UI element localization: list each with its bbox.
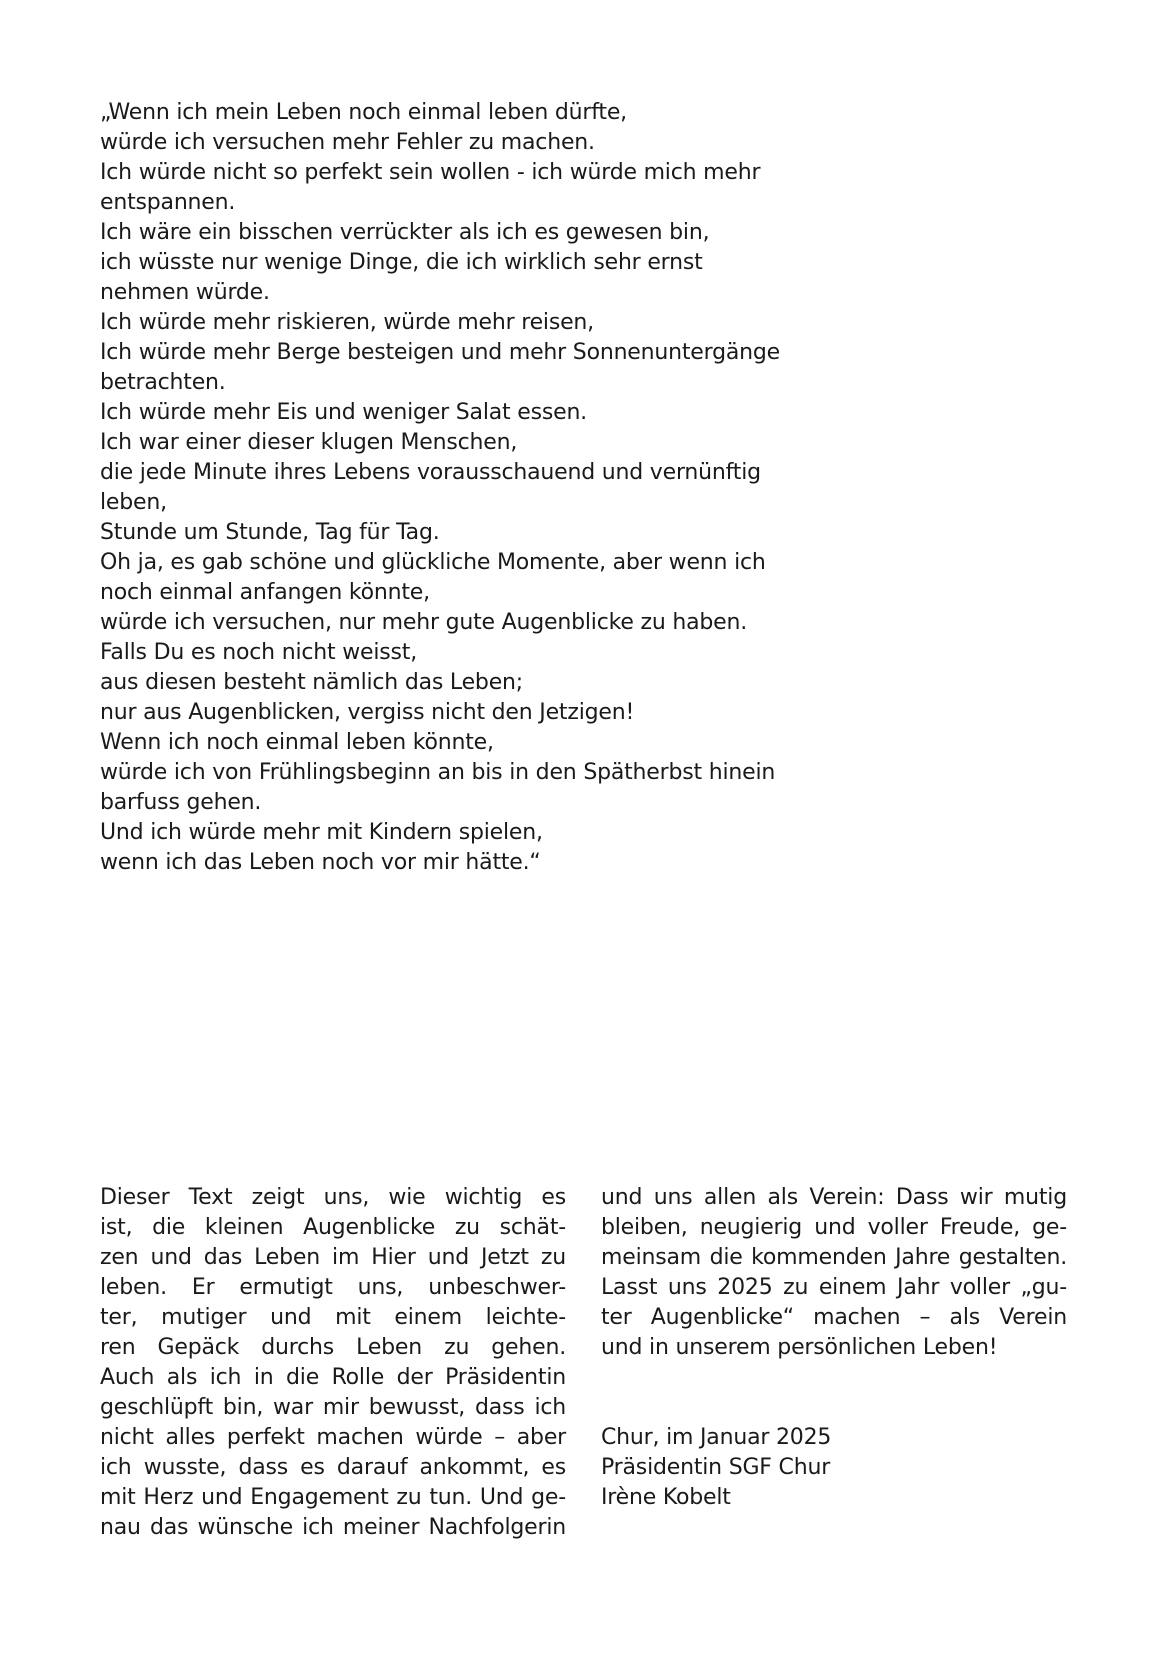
poem-line: barfuss gehen. [100, 790, 262, 815]
poem-line: wenn ich das Leben noch vor mir hätte.“ [100, 850, 541, 875]
article-line: mit Herz und Engagement zu tun. Und ge- [100, 1485, 566, 1510]
poem-line: Und ich würde mehr mit Kindern spielen, [100, 820, 543, 845]
poem-line: Ich würde mehr riskieren, würde mehr reisen, [100, 310, 594, 335]
article-line: und in unserem persönlichen Leben! [601, 1335, 998, 1360]
article-line: ich wusste, dass es darauf ankommt, es [100, 1455, 566, 1480]
signature-place-date: Chur, im Januar 2025 [601, 1425, 832, 1450]
poem-line: Stunde um Stunde, Tag für Tag. [100, 520, 440, 545]
signature-role: Präsidentin SGF Chur [601, 1455, 831, 1480]
poem-line: betrachten. [100, 370, 226, 395]
poem-line: Wenn ich noch einmal leben könnte, [100, 730, 494, 755]
article-line: nicht alles perfekt machen würde – aber [100, 1425, 566, 1450]
poem-line: Ich würde mehr Berge besteigen und mehr Sonnenuntergänge [100, 340, 780, 365]
poem-line: noch einmal anfangen könnte, [100, 580, 430, 605]
article-line: ter Augenblicke“ machen – als Verein [601, 1305, 1067, 1330]
poem-line: Falls Du es noch nicht weisst, [100, 640, 417, 665]
poem-line: entspannen. [100, 190, 236, 215]
poem-line: Ich würde nicht so perfekt sein wollen - ich würde mich mehr [100, 160, 761, 185]
poem-line: aus diesen besteht nämlich das Leben; [100, 670, 523, 695]
poem-line: nehmen würde. [100, 280, 270, 305]
article-line: leben. Er ermutigt uns, unbeschwer- [100, 1275, 566, 1300]
article-line: und uns allen als Verein: Dass wir mutig [601, 1185, 1067, 1210]
poem-line: nur aus Augenblicken, vergiss nicht den Jetzigen! [100, 700, 635, 725]
article-line: Dieser Text zeigt uns, wie wichtig es [100, 1185, 566, 1210]
poem-line: leben, [100, 490, 167, 515]
poem-line: Ich war einer dieser klugen Menschen, [100, 430, 518, 455]
article-line: Lasst uns 2025 zu einem Jahr voller „gu- [601, 1275, 1067, 1300]
article-column-right [601, 1183, 1067, 1363]
poem-line: „Wenn ich mein Leben noch einmal leben dürfte, [100, 100, 627, 125]
poem-line: Ich würde mehr Eis und weniger Salat essen. [100, 400, 587, 425]
poem-line: würde ich von Frühlingsbeginn an bis in den Spätherbst hinein [100, 760, 776, 785]
article-line: bleiben, neugierig und voller Freude, ge- [601, 1215, 1067, 1240]
article-column-left [100, 1183, 566, 1543]
poem-quote [100, 98, 820, 878]
article-line: ter, mutiger und mit einem leichte- [100, 1305, 566, 1330]
poem-line: die jede Minute ihres Lebens vorausschauend und vernünftig [100, 460, 761, 485]
signature-name: Irène Kobelt [601, 1485, 731, 1510]
poem-line: Ich wäre ein bisschen verrückter als ich es gewesen bin, [100, 220, 710, 245]
poem-line: Oh ja, es gab schöne und glückliche Momente, aber wenn ich [100, 550, 766, 575]
article-line: nau das wünsche ich meiner Nachfolgerin [100, 1515, 566, 1540]
article-line: Auch als ich in die Rolle der Präsidentin [100, 1365, 566, 1390]
article-line: geschlüpft bin, war mir bewusst, dass ich [100, 1395, 566, 1420]
article-line: ist, die kleinen Augenblicke zu schät- [100, 1215, 566, 1240]
article-line: meinsam die kommenden Jahre gestalten. [601, 1245, 1067, 1270]
poem-line: ich wüsste nur wenige Dinge, die ich wirklich sehr ernst [100, 250, 703, 275]
poem-line: würde ich versuchen, nur mehr gute Augenblicke zu haben. [100, 610, 748, 635]
signature-block [601, 1423, 831, 1513]
poem-line: würde ich versuchen mehr Fehler zu machen. [100, 130, 595, 155]
article-line: ren Gepäck durchs Leben zu gehen. [100, 1335, 566, 1360]
article-line: zen und das Leben im Hier und Jetzt zu [100, 1245, 566, 1270]
